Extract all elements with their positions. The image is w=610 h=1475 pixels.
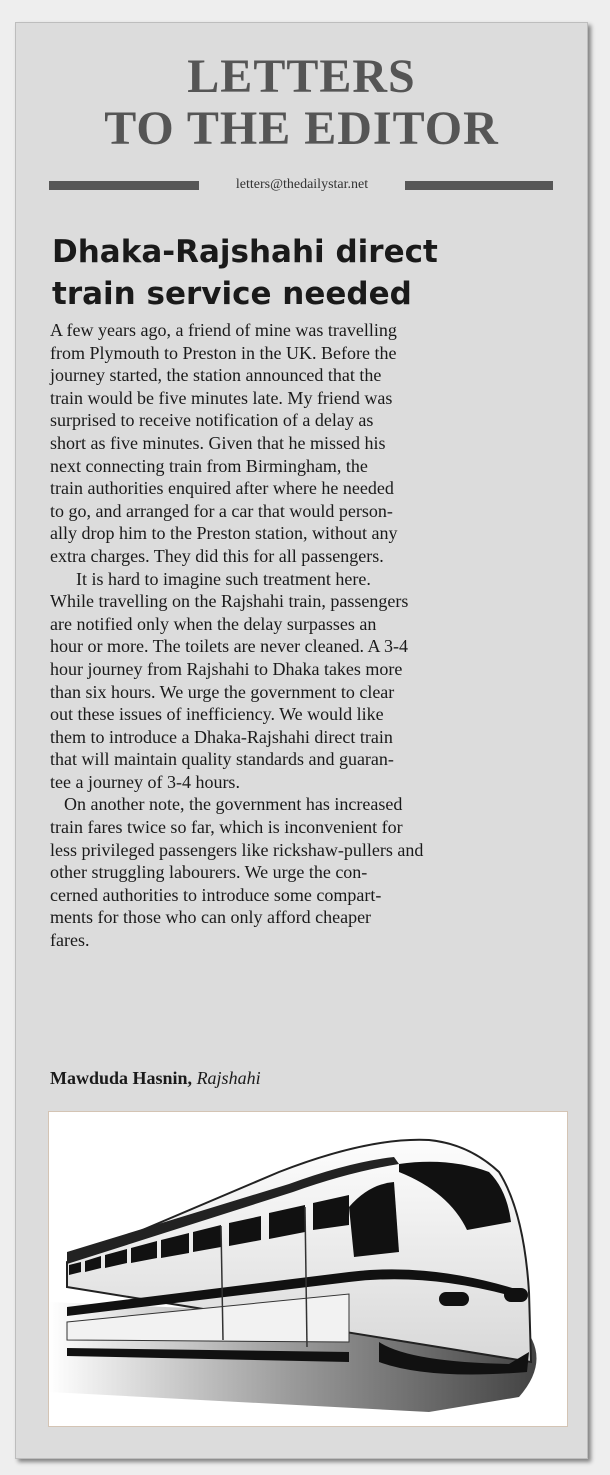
body-line: less privileged passengers like rickshaw-pullers and: [50, 839, 424, 860]
body-line: hour journey from Rajshahi to Dhaka takes more: [50, 658, 403, 679]
body-line: to go, and arranged for a car that would person-: [50, 500, 393, 521]
headline-line-2: train service needed: [52, 276, 412, 312]
editor-email: letters@thedailystar.net: [235, 177, 369, 192]
masthead-line-1: LETTERS: [187, 50, 416, 103]
body-line: On another note, the government has increased: [64, 794, 403, 815]
body-line: are notified only when the delay surpasses an: [50, 613, 377, 634]
body-line: cerned authorities to introduce some compart-: [50, 884, 382, 905]
letter-body: [50, 319, 565, 952]
body-line: other struggling labourers. We urge the con-: [50, 862, 368, 883]
body-line: from Plymouth to Preston in the UK. Before the: [50, 342, 397, 363]
body-line: out these issues of inefficiency. We would like: [50, 704, 384, 725]
body-line: journey started, the station announced that the: [50, 365, 382, 386]
body-line: A few years ago, a friend of mine was travelling: [50, 320, 397, 340]
train-icon: [49, 1112, 567, 1426]
body-line: extra charges. They did this for all passengers.: [50, 545, 384, 566]
rule-left: [49, 181, 199, 190]
letters-panel: [15, 22, 588, 1459]
author-name: Mawduda Hasnin,: [50, 1068, 193, 1088]
body-line: them to introduce a Dhaka-Rajshahi direct train: [50, 726, 393, 747]
body-line: next connecting train from Birmingham, the: [50, 455, 368, 476]
headline-line-1: Dhaka-Rajshahi direct: [52, 234, 438, 270]
body-line: It is hard to imagine such treatment here.: [76, 568, 371, 589]
section-masthead: [16, 51, 587, 155]
body-line: train authorities enquired after where he needed: [50, 478, 394, 499]
body-line: surprised to receive notification of a delay as: [50, 410, 374, 431]
body-line: short as five minutes. Given that he missed his: [50, 432, 386, 453]
body-line: train would be five minutes late. My friend was: [50, 387, 393, 408]
body-line: that will maintain quality standards and guaran-: [50, 749, 394, 770]
email-bar: [49, 176, 553, 194]
body-line: than six hours. We urge the government to clear: [50, 681, 395, 702]
body-line: ally drop him to the Preston station, without any: [50, 523, 398, 544]
body-line: ments for those who can only afford cheaper: [50, 907, 372, 928]
body-line: train fares twice so far, which is inconvenient for: [50, 817, 403, 838]
body-line: fares.: [50, 930, 90, 951]
letter-signature: [50, 1068, 261, 1089]
rule-right: [405, 181, 553, 190]
body-line: tee a journey of 3-4 hours.: [50, 771, 240, 792]
body-line: While travelling on the Rajshahi train, passengers: [50, 591, 409, 612]
train-illustration: [48, 1111, 568, 1427]
masthead-line-2: TO THE EDITOR: [104, 102, 499, 155]
letter-headline: [52, 231, 572, 315]
author-location: Rajshahi: [196, 1068, 261, 1088]
body-line: hour or more. The toilets are never cleaned. A 3-4: [50, 636, 409, 657]
